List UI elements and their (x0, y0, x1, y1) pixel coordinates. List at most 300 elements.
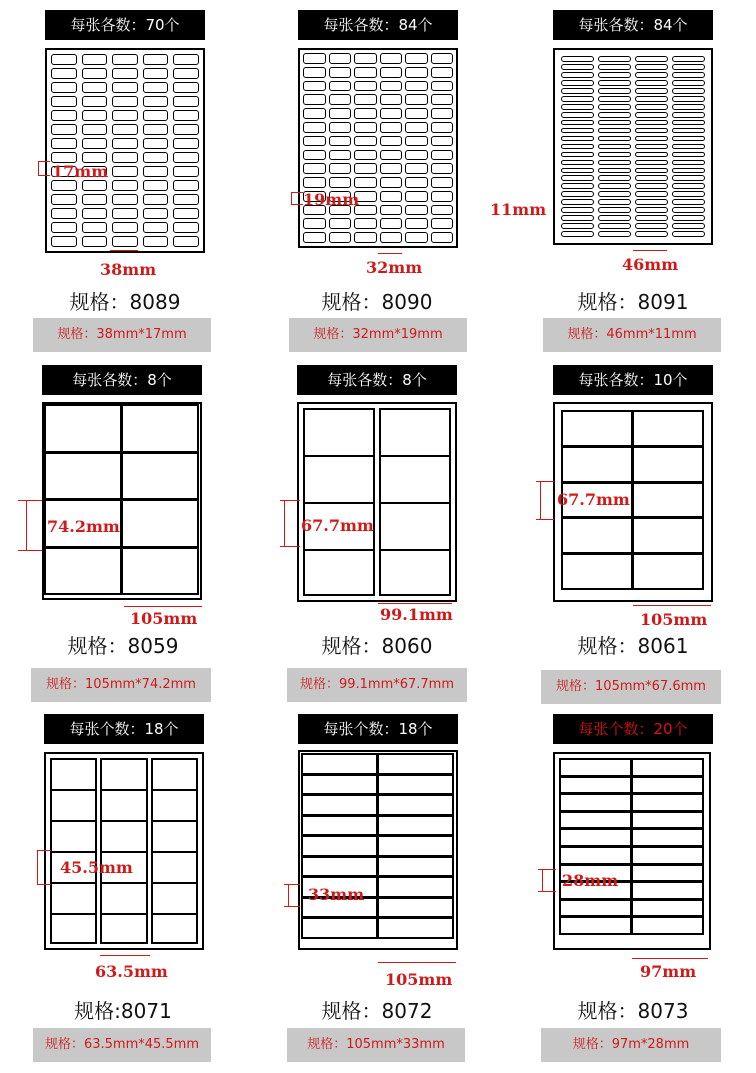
label-cell (301, 835, 378, 857)
label-cell (329, 94, 352, 105)
label-cell (559, 758, 632, 777)
model-code: 规格：8059 (67, 634, 179, 658)
dim-marker (538, 869, 556, 870)
label-cell (559, 811, 632, 830)
label-cell (82, 68, 108, 79)
label-cell (82, 110, 108, 121)
dim-marker (291, 204, 303, 205)
dim-marker (100, 955, 150, 956)
label-cell (380, 232, 403, 243)
label-cell (672, 112, 705, 118)
label-sheet-diagram (298, 48, 458, 248)
label-cell (303, 108, 326, 119)
label-cell (598, 64, 631, 70)
label-cell (51, 68, 77, 79)
label-cell (631, 899, 704, 918)
label-cell (82, 138, 108, 149)
label-cell (112, 124, 138, 135)
dim-marker (288, 884, 289, 906)
dim-marker (284, 906, 300, 907)
label-divider (102, 789, 145, 791)
label-cell (44, 452, 122, 501)
label-cell (598, 175, 631, 181)
label-cell (431, 191, 454, 202)
spec-label: 规格：32mm*19mm (289, 318, 467, 352)
label-cell (431, 232, 454, 243)
label-width-dimension: 105mm (385, 970, 453, 989)
label-cell (82, 236, 108, 247)
label-sheet-diagram (45, 48, 205, 253)
label-cell (405, 67, 428, 78)
label-cell (635, 175, 668, 181)
dim-marker (291, 192, 292, 204)
label-cell (380, 81, 403, 92)
label-count-badge: 每张个数：18个 (44, 714, 204, 744)
label-column (151, 758, 198, 944)
label-cell (380, 94, 403, 105)
label-cell (632, 482, 704, 519)
label-cell (598, 183, 631, 189)
model-code: 规格：8060 (321, 634, 433, 658)
label-cell (112, 152, 138, 163)
label-cell (405, 177, 428, 188)
label-height-dimension: 17mm (52, 162, 109, 181)
label-cell (112, 54, 138, 65)
label-cell (329, 177, 352, 188)
label-cell (598, 80, 631, 86)
label-width-dimension: 97mm (640, 962, 697, 981)
label-cell (377, 856, 454, 878)
label-cell (354, 94, 377, 105)
label-cell (377, 835, 454, 857)
label-cell (561, 191, 594, 197)
label-sheet-diagram (44, 752, 204, 950)
label-count-badge: 每张个数：20个 (553, 714, 713, 744)
label-cell (143, 110, 169, 121)
label-cell (112, 180, 138, 191)
label-cell (431, 218, 454, 229)
label-cell (173, 166, 199, 177)
label-cell (635, 56, 668, 62)
label-cell (380, 177, 403, 188)
label-divider (52, 851, 95, 853)
spec-label: 规格：105mm*33mm (287, 1028, 465, 1062)
label-cell (380, 163, 403, 174)
label-cell (329, 81, 352, 92)
model-code: 规格：8090 (321, 290, 433, 314)
label-cell (173, 82, 199, 93)
label-cell (143, 208, 169, 219)
label-cell (405, 136, 428, 147)
label-cell (143, 236, 169, 247)
label-cell (380, 122, 403, 133)
label-cell (598, 128, 631, 134)
label-width-dimension: 38mm (100, 260, 157, 279)
label-divider (305, 455, 373, 457)
label-cell (672, 80, 705, 86)
label-cell (354, 218, 377, 229)
label-count-badge: 每张各数：8个 (42, 365, 202, 395)
label-cell (51, 138, 77, 149)
label-cell (380, 218, 403, 229)
label-cell (635, 223, 668, 229)
label-cell (405, 53, 428, 64)
label-cell (112, 194, 138, 205)
label-cell (143, 194, 169, 205)
label-column (100, 758, 147, 944)
dim-marker (18, 550, 42, 551)
model-code: 规格:8071 (74, 999, 172, 1023)
label-cell (598, 152, 631, 158)
label-cell (672, 104, 705, 110)
dim-marker (124, 606, 202, 607)
label-cell (303, 81, 326, 92)
label-cell (631, 881, 704, 900)
label-cell (598, 120, 631, 126)
label-cell (561, 152, 594, 158)
label-cell (82, 222, 108, 233)
label-cell (635, 80, 668, 86)
label-cell (143, 124, 169, 135)
dim-marker (536, 481, 554, 482)
label-cell (380, 205, 403, 216)
label-cell (354, 53, 377, 64)
label-cell (635, 231, 668, 237)
label-cell (121, 452, 199, 501)
label-cell (354, 122, 377, 133)
label-height-dimension: 74.2mm (47, 517, 120, 536)
label-cell (143, 82, 169, 93)
label-cell (561, 446, 633, 483)
label-cell (598, 112, 631, 118)
label-cell (559, 793, 632, 812)
label-cell (672, 160, 705, 166)
spec-label: 规格：46mm*11mm (543, 318, 721, 352)
label-cell (173, 180, 199, 191)
label-height-dimension: 28mm (562, 871, 619, 890)
label-cell (82, 82, 108, 93)
label-cell (329, 232, 352, 243)
label-cell (561, 168, 594, 174)
label-cell (173, 54, 199, 65)
label-width-dimension: 46mm (622, 255, 679, 274)
label-sheet-diagram (42, 402, 202, 600)
label-width-dimension: 32mm (366, 258, 423, 277)
label-cell (561, 136, 594, 142)
label-cell (380, 136, 403, 147)
label-cell (672, 231, 705, 237)
label-cell (635, 215, 668, 221)
model-code: 规格：8089 (69, 290, 181, 314)
label-cell (631, 811, 704, 830)
dim-marker (37, 850, 38, 884)
label-cell (635, 64, 668, 70)
label-cell (561, 553, 633, 590)
label-cell (631, 793, 704, 812)
model-code: 规格：8073 (577, 999, 689, 1023)
label-count-badge: 每张个数：18个 (298, 714, 458, 744)
label-cell (377, 897, 454, 919)
label-cell (173, 222, 199, 233)
dim-marker (38, 161, 50, 162)
label-cell (598, 191, 631, 197)
label-cell (431, 81, 454, 92)
label-cell (354, 232, 377, 243)
model-code: 规格：8061 (577, 634, 689, 658)
label-sheet-diagram (298, 750, 458, 950)
label-cell (635, 120, 668, 126)
label-cell (51, 96, 77, 107)
label-divider (102, 882, 145, 884)
label-cell (631, 776, 704, 795)
label-cell (631, 846, 704, 865)
label-cell (380, 53, 403, 64)
label-cell (635, 144, 668, 150)
dim-marker (378, 962, 456, 963)
label-cell (405, 205, 428, 216)
label-cell (380, 67, 403, 78)
label-cell (354, 136, 377, 147)
label-height-dimension: 45.5mm (60, 858, 133, 877)
label-cell (51, 194, 77, 205)
label-cell (431, 177, 454, 188)
label-height-dimension: 67.7mm (557, 490, 630, 509)
label-cell (380, 191, 403, 202)
label-cell (598, 136, 631, 142)
label-cell (51, 236, 77, 247)
label-cell (631, 864, 704, 883)
label-cell (598, 168, 631, 174)
label-cell (635, 128, 668, 134)
label-cell (635, 96, 668, 102)
label-cell (561, 199, 594, 205)
label-cell (631, 828, 704, 847)
label-divider (153, 789, 196, 791)
label-cell (635, 136, 668, 142)
dim-marker (540, 481, 541, 519)
label-width-dimension: 105mm (640, 610, 708, 629)
label-cell (635, 112, 668, 118)
label-cell (173, 138, 199, 149)
label-cell (329, 108, 352, 119)
label-cell (635, 199, 668, 205)
label-width-dimension: 105mm (130, 609, 198, 628)
label-divider (52, 913, 95, 915)
label-divider (52, 820, 95, 822)
label-cell (431, 136, 454, 147)
label-cell (635, 88, 668, 94)
label-cell (672, 183, 705, 189)
dim-marker (542, 869, 543, 891)
label-cell (377, 794, 454, 816)
label-cell (635, 152, 668, 158)
label-cell (112, 138, 138, 149)
label-cell (561, 207, 594, 213)
label-cell (561, 517, 633, 554)
label-cell (173, 110, 199, 121)
label-cell (632, 410, 704, 447)
label-cell (431, 94, 454, 105)
label-cell (143, 68, 169, 79)
label-cell (303, 53, 326, 64)
label-cell (672, 88, 705, 94)
label-cell (329, 150, 352, 161)
label-cell (672, 223, 705, 229)
label-cell (631, 758, 704, 777)
label-divider (153, 851, 196, 853)
label-cell (405, 191, 428, 202)
dim-marker (284, 500, 285, 546)
label-column (303, 408, 375, 596)
label-cell (121, 499, 199, 548)
label-cell (672, 128, 705, 134)
spec-label: 规格：105mm*67.6mm (541, 670, 721, 704)
label-height-dimension: 67.7mm (301, 516, 374, 535)
label-height-dimension: 33mm (308, 885, 365, 904)
label-cell (51, 208, 77, 219)
label-cell (598, 72, 631, 78)
label-cell (51, 110, 77, 121)
label-cell (380, 108, 403, 119)
label-cell (561, 215, 594, 221)
label-cell (173, 152, 199, 163)
label-cell (559, 916, 632, 935)
label-divider (153, 882, 196, 884)
dim-marker (633, 605, 711, 606)
label-cell (598, 199, 631, 205)
label-divider (102, 851, 145, 853)
label-cell (431, 205, 454, 216)
spec-label: 规格：105mm*74.2mm (31, 668, 211, 702)
label-cell (559, 776, 632, 795)
label-height-dimension: 11mm (490, 200, 547, 219)
label-divider (381, 502, 449, 504)
label-cell (405, 81, 428, 92)
label-count-badge: 每张各数：84个 (298, 10, 458, 40)
label-cell (82, 54, 108, 65)
label-divider (102, 820, 145, 822)
label-cell (672, 96, 705, 102)
label-cell (51, 180, 77, 191)
label-cell (354, 150, 377, 161)
label-cell (431, 122, 454, 133)
label-cell (672, 144, 705, 150)
spec-label: 规格：38mm*17mm (33, 318, 211, 352)
label-cell (173, 124, 199, 135)
label-cell (329, 53, 352, 64)
label-cell (301, 774, 378, 796)
label-cell (51, 54, 77, 65)
label-cell (405, 163, 428, 174)
label-cell (561, 144, 594, 150)
label-sheet-diagram (553, 48, 713, 245)
label-cell (51, 124, 77, 135)
label-cell (121, 547, 199, 596)
label-cell (377, 815, 454, 837)
label-cell (303, 218, 326, 229)
dim-marker (37, 884, 51, 885)
label-cell (301, 794, 378, 816)
label-cell (143, 54, 169, 65)
label-cell (635, 72, 668, 78)
label-cell (51, 222, 77, 233)
label-count-badge: 每张各数：8个 (297, 365, 457, 395)
label-cell (303, 67, 326, 78)
spec-label: 规格：63.5mm*45.5mm (33, 1028, 211, 1062)
label-cell (112, 96, 138, 107)
label-cell (632, 517, 704, 554)
label-cell (598, 160, 631, 166)
label-cell (672, 207, 705, 213)
label-cell (82, 208, 108, 219)
label-cell (354, 163, 377, 174)
label-divider (305, 502, 373, 504)
label-cell (561, 104, 594, 110)
label-cell (598, 231, 631, 237)
label-count-badge: 每张各数：10个 (553, 365, 713, 395)
label-cell (431, 67, 454, 78)
label-cell (112, 110, 138, 121)
label-cell (405, 108, 428, 119)
label-cell (143, 166, 169, 177)
label-count-badge: 每张各数：84个 (553, 10, 713, 40)
label-cell (559, 899, 632, 918)
label-cell (561, 410, 633, 447)
label-cell (405, 122, 428, 133)
label-sheet-diagram (553, 752, 711, 950)
label-cell (561, 88, 594, 94)
label-divider (153, 913, 196, 915)
label-cell (173, 68, 199, 79)
label-cell (354, 108, 377, 119)
label-cell (598, 96, 631, 102)
label-cell (173, 194, 199, 205)
label-cell (44, 547, 122, 596)
label-cell (303, 122, 326, 133)
label-cell (635, 207, 668, 213)
label-cell (631, 916, 704, 935)
dim-marker (18, 500, 42, 501)
label-cell (431, 108, 454, 119)
label-cell (377, 753, 454, 775)
label-cell (354, 67, 377, 78)
label-cell (143, 180, 169, 191)
label-cell (303, 136, 326, 147)
label-divider (305, 549, 373, 551)
model-code: 规格：8072 (321, 999, 433, 1023)
label-cell (377, 876, 454, 898)
label-cell (82, 194, 108, 205)
label-cell (561, 64, 594, 70)
dim-marker (38, 161, 39, 175)
label-cell (598, 223, 631, 229)
label-cell (112, 222, 138, 233)
label-cell (598, 104, 631, 110)
label-cell (143, 152, 169, 163)
label-cell (598, 144, 631, 150)
label-cell (561, 96, 594, 102)
label-height-dimension: 19mm (303, 190, 360, 209)
dim-marker (633, 250, 667, 251)
label-cell (82, 96, 108, 107)
label-cell (559, 828, 632, 847)
dim-marker (378, 603, 452, 604)
label-cell (112, 208, 138, 219)
label-divider (153, 820, 196, 822)
dim-marker (26, 500, 27, 550)
label-cell (561, 175, 594, 181)
spec-label: 规格：97m*28mm (541, 1028, 721, 1062)
